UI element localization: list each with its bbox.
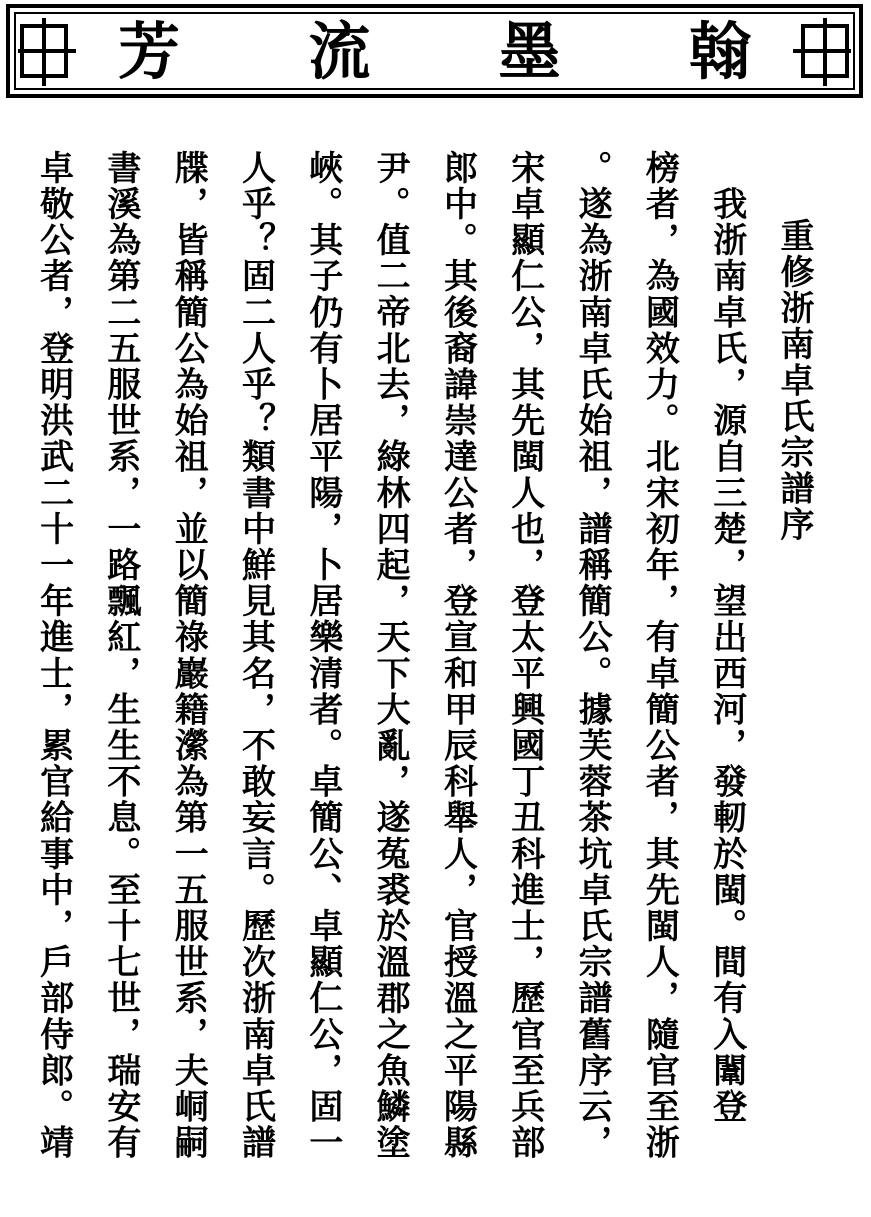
banner-char: 芳 <box>118 15 181 88</box>
vertical-text-body <box>27 150 827 1205</box>
banner-char: 翰 <box>688 15 751 88</box>
text-column: 人乎？固二人乎？類書中鮮見其名，不敢妄言。歷次浙南卓氏譜 <box>235 150 276 1161</box>
text-column: 卓敬公者，登明洪武二十一年進士，累官給事中，戶部侍郎。靖 <box>33 150 74 1161</box>
title-banner <box>6 4 863 98</box>
banner-title <box>70 16 799 88</box>
text-column: 書溪為第二五服世系，一路飄紅，生生不息。至十七世，瑞安有 <box>100 150 141 1161</box>
text-column: 我浙南卓氏，源自三楚，望出西河，發軔於閩。間有入闈登 <box>706 150 747 1125</box>
text-column: 牒，皆稱簡公為始祖，並以簡祿巖籍瀠為第一五服世系，夫峒嗣 <box>168 150 209 1161</box>
text-column: 宋卓顯仁公，其先閩人也，登太平興國丁丑科進士，歷官至兵部 <box>504 150 545 1161</box>
text-column: 尹。值二帝北去，綠林四起，天下大亂，遂菟裘於溫郡之魚鱗塗 <box>370 150 411 1161</box>
fret-corner-right-icon <box>789 8 859 94</box>
text-column: 郎中。其後裔諱崇達公者，登宣和甲辰科舉人，官授溫之平陽縣 <box>437 150 478 1161</box>
text-column: 峽。其子仍有卜居平陽，卜居樂清者。卓簡公、卓顯仁公，固一 <box>302 150 343 1161</box>
banner-char: 墨 <box>498 15 561 88</box>
text-column: 榜者，為國效力。北宋初年，有卓簡公者，其先閩人，隨官至浙 <box>639 150 680 1161</box>
document-heading: 重修浙南卓氏宗譜序 <box>774 218 814 543</box>
banner-char: 流 <box>308 15 371 88</box>
text-column: 。遂為浙南卓氏始祖，譜稱簡公。據芙蓉茶坑卓氏宗譜舊序云， <box>572 150 613 1161</box>
